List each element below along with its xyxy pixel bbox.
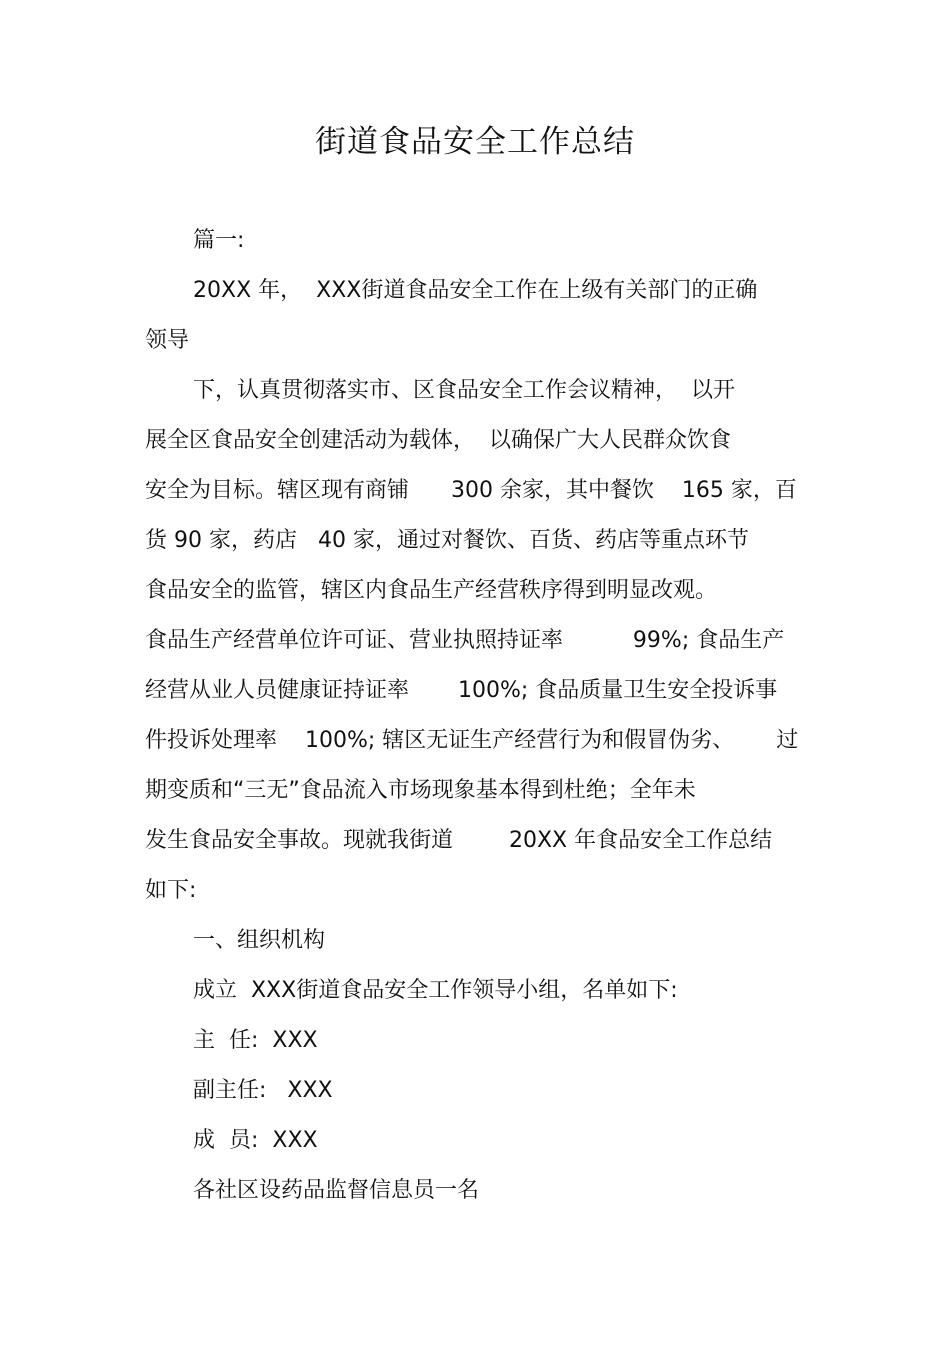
text-line-member: 主 任: XXX xyxy=(193,1028,318,1053)
text-line-member: 副主任: XXX xyxy=(193,1078,333,1103)
text-line: 食品生产经营单位许可证、营业执照持证率 99%; 食品生产 xyxy=(145,628,785,653)
text-line-section-heading: 一、组织机构 xyxy=(193,928,326,953)
text-line: 领导 xyxy=(145,328,190,353)
document-title: 街道食品安全工作总结 xyxy=(315,124,635,160)
text-line: 发生食品安全事故。现就我街道 20XX 年食品安全工作总结 xyxy=(145,828,773,853)
text-line: 货 90 家，药店 40 家，通过对餐饮、百货、药店等重点环节 xyxy=(145,528,749,553)
text-line: 期变质和“三无”食品流入市场现象基本得到杜绝；全年未 xyxy=(145,778,696,803)
text-line-member: 成 员: XXX xyxy=(193,1128,318,1153)
text-line: 20XX 年， XXX街道食品安全工作在上级有关部门的正确 xyxy=(193,278,758,303)
text-line: 下，认真贯彻落实市、区食品安全工作会议精神， 以开 xyxy=(193,378,735,403)
text-line: 各社区设药品监督信息员一名 xyxy=(193,1178,480,1203)
text-line: 成立 XXX街道食品安全工作领导小组，名单如下: xyxy=(193,978,678,1003)
text-line: 展全区食品安全创建活动为载体， 以确保广大人民群众饮食 xyxy=(145,428,731,453)
text-line: 安全为目标。辖区现有商铺 300 余家，其中餐饮 165 家，百 xyxy=(145,478,797,503)
text-line: 件投诉处理率 100%; 辖区无证生产经营行为和假冒伪劣、 过 xyxy=(145,728,799,753)
text-line: 经营从业人员健康证持证率 100%; 食品质量卫生安全投诉事 xyxy=(145,678,778,703)
text-line: 食品安全的监管，辖区内食品生产经营秩序得到明显改观。 xyxy=(145,578,718,603)
text-line: 如下: xyxy=(145,878,197,903)
text-line-section-heading: 篇一: xyxy=(193,228,245,253)
